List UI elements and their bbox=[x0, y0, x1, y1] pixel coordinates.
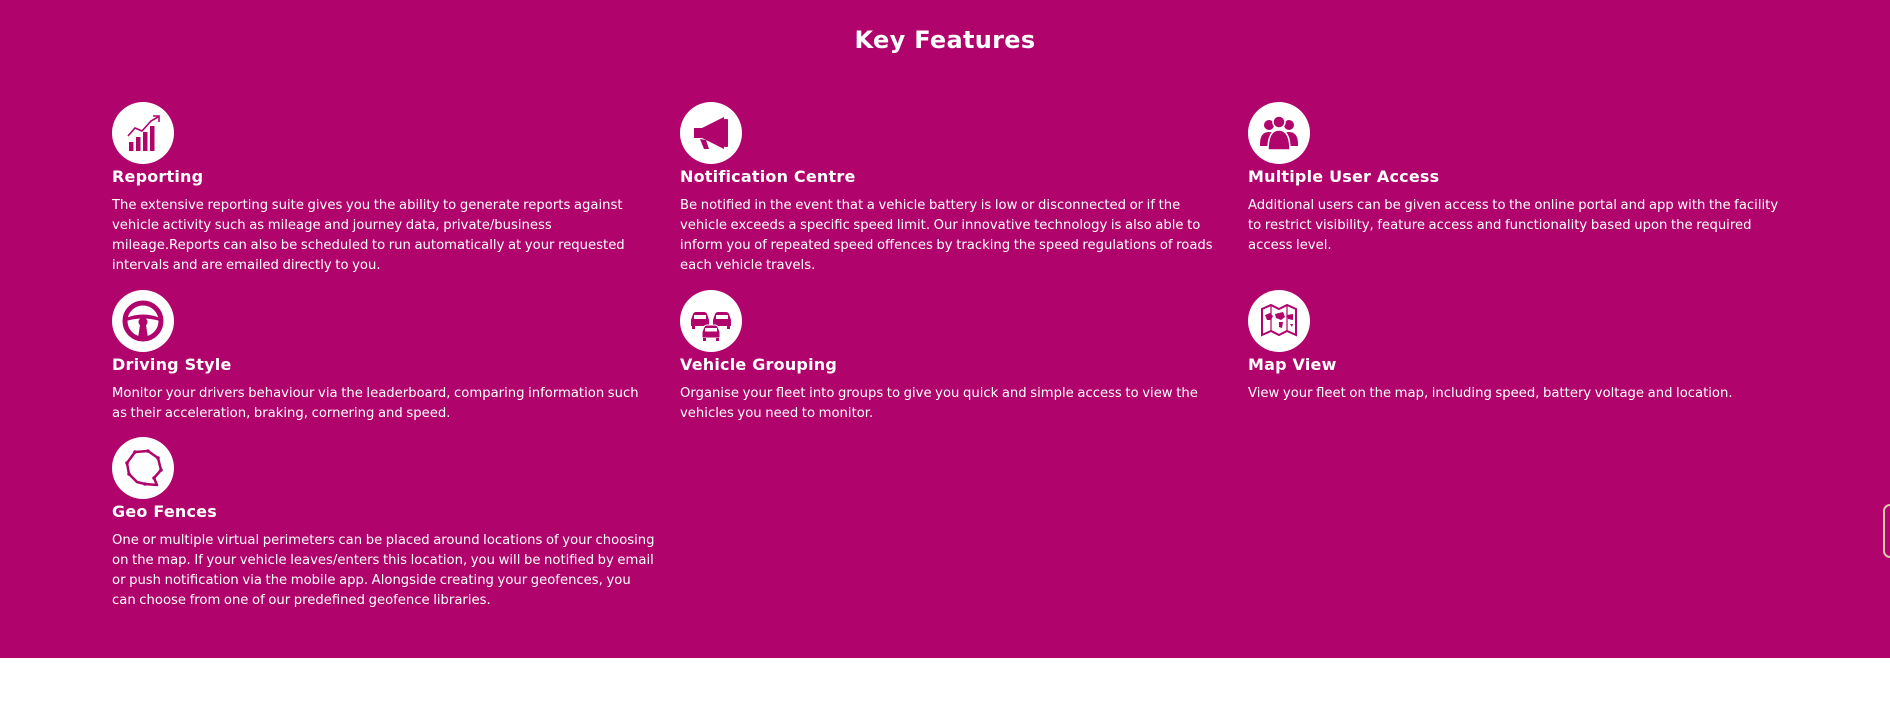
feature-description: Organise your fleet into groups to give you quick and simple access to view the vehicles you need to monitor. bbox=[680, 386, 1198, 421]
feature-title: Map View bbox=[1248, 355, 1337, 374]
feature-notification-centre bbox=[680, 102, 1225, 276]
geofence-icon bbox=[112, 437, 174, 499]
feature-title: Vehicle Grouping bbox=[680, 355, 838, 374]
feature-description: Monitor your drivers behaviour via the leaderboard, comparing information such as their acceleration, braking, cornering and speed. bbox=[112, 386, 639, 421]
feature-description: Additional users can be given access to the online portal and app with the facility to restrict visibility, feature access and functionality based upon the required access level. bbox=[1248, 198, 1779, 253]
feature-description: The extensive reporting suite gives you the ability to generate reports against vehicle activity such as mileage and journey data, private/business mileage.Reports can also be scheduled to run automatically at your requested intervals and are emailed directly to you. bbox=[112, 198, 625, 273]
feature-driving-style bbox=[112, 290, 657, 424]
feature-map-view bbox=[1248, 290, 1793, 404]
feature-vehicle-grouping bbox=[680, 290, 1225, 424]
feature-multiple-user-access bbox=[1248, 102, 1793, 256]
feature-description: View your fleet on the map, including speed, battery voltage and location. bbox=[1248, 386, 1733, 401]
feature-geo-fences bbox=[112, 437, 657, 611]
user-group-icon bbox=[1248, 102, 1310, 164]
map-icon bbox=[1248, 290, 1310, 352]
megaphone-icon bbox=[680, 102, 742, 164]
reporting-chart-icon bbox=[112, 102, 174, 164]
feature-title: Multiple User Access bbox=[1248, 167, 1440, 186]
feature-title: Driving Style bbox=[112, 355, 232, 374]
feature-description: One or multiple virtual perimeters can be placed around locations of your choosing on the map. If your vehicle leaves/enters this location, you will be notified by email or push notification via the mobile app. Alongside creating your geofences, you can choose from one of our predefined geofence libraries. bbox=[112, 533, 655, 608]
feature-title: Geo Fences bbox=[112, 502, 217, 521]
feature-title: Notification Centre bbox=[680, 167, 856, 186]
vehicle-group-icon bbox=[680, 290, 742, 352]
feature-description: Be notified in the event that a vehicle battery is low or disconnected or if the vehicle exceeds a specific speed limit. Our innovative technology is also able to inform you of repeated speed offences by tracking the speed regulations of roads each vehicle travels. bbox=[680, 198, 1213, 273]
steering-wheel-icon bbox=[112, 290, 174, 352]
side-scroll-tab[interactable] bbox=[1883, 504, 1890, 558]
feature-reporting bbox=[112, 102, 657, 276]
section-title: Key Features bbox=[854, 26, 1036, 54]
feature-title: Reporting bbox=[112, 167, 204, 186]
